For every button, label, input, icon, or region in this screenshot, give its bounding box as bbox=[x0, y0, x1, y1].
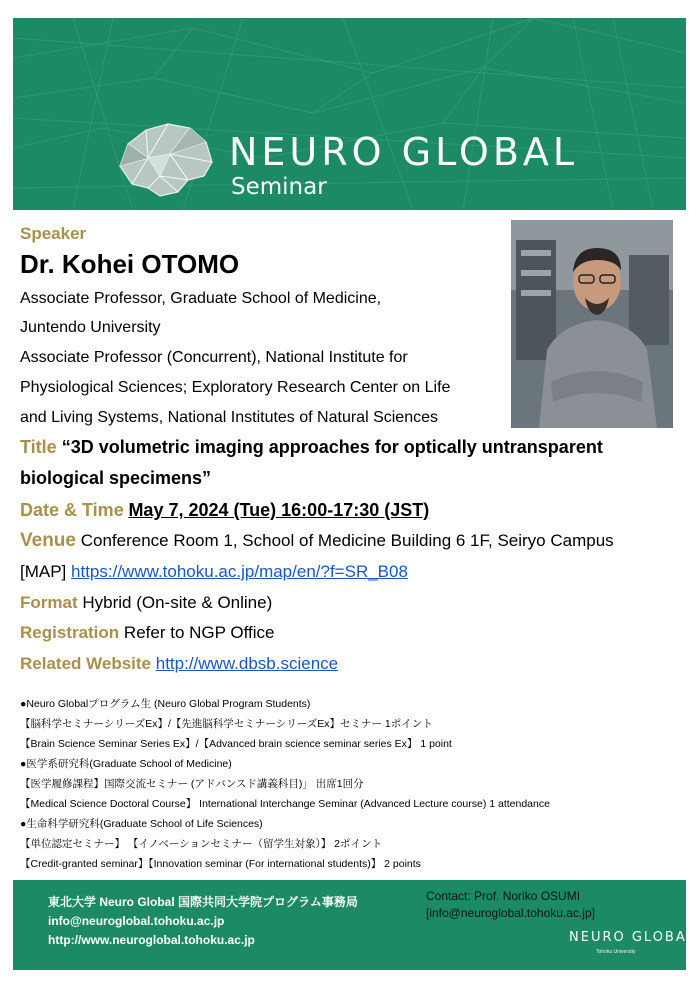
note-line: 【Medical Science Doctoral Course】 International Interchange Seminar (Advanced Lecture course) 1 attendance bbox=[20, 798, 550, 810]
speaker-name: Dr. Kohei OTOMO bbox=[20, 249, 240, 279]
note-line: ●医学系研究科(Graduate School of Medicine) bbox=[20, 758, 232, 770]
footer bbox=[13, 880, 696, 970]
footer-logo: NEURO GLOBAL bbox=[569, 930, 696, 945]
title-line-1 bbox=[20, 437, 603, 458]
affiliation-line-5: and Living Systems, National Institutes of Natural Sciences bbox=[20, 409, 438, 426]
note-line: 【Credit-granted seminar】【Innovation seminar (For international students)】 2 points bbox=[20, 858, 421, 870]
title-label: Title bbox=[20, 437, 57, 457]
venue-row bbox=[20, 530, 614, 552]
note-line: ●Neuro Globalプログラム生 (Neuro Global Program Students) bbox=[20, 698, 311, 710]
contact-name: Contact: Prof. Noriko OSUMI bbox=[426, 889, 581, 903]
footer-logo-subtitle: Tohoku University bbox=[596, 949, 636, 955]
website-row bbox=[20, 654, 338, 674]
affiliation-line-1: Associate Professor, Graduate School of Medicine, bbox=[20, 290, 382, 307]
office-url: http://www.neuroglobal.tohoku.ac.jp bbox=[48, 933, 255, 947]
affiliation-line-2: Juntendo University bbox=[20, 319, 161, 336]
credit-notes bbox=[20, 694, 550, 874]
website-link[interactable]: http://www.dbsb.science bbox=[155, 654, 339, 673]
format-label: Format bbox=[20, 593, 78, 612]
contact-email: [info@neuroglobal.tohoku.ac.jp] bbox=[426, 906, 595, 920]
speaker-photo bbox=[511, 220, 673, 428]
talk-title: “3D volumetric imaging approaches for optically untransparent bbox=[61, 437, 603, 457]
website-label: Related Website bbox=[20, 654, 152, 673]
registration-row bbox=[20, 623, 274, 643]
map-row bbox=[20, 562, 408, 582]
datetime-value: May 7, 2024 (Tue) 16:00-17:30 (JST) bbox=[128, 500, 430, 520]
office-email: info@neuroglobal.tohoku.ac.jp bbox=[48, 914, 225, 928]
brand-subtitle: Seminar bbox=[231, 174, 327, 200]
note-line: 【医学履修課程】国際交流セミナー (アドバンスド講義科目)」 出席1回分 bbox=[20, 778, 364, 790]
speaker-photo-illustration bbox=[511, 220, 673, 428]
venue-value: Conference Room 1, School of Medicine Building 6 1F, Seiryo Campus bbox=[80, 531, 614, 550]
note-line: 【単位認定セミナー】 【イノベーションセミナー（留学生対象）】 2ポイント bbox=[20, 838, 382, 850]
format-value: Hybrid (On-site & Online) bbox=[82, 593, 273, 612]
datetime-label: Date & Time bbox=[20, 500, 124, 520]
registration-value: Refer to NGP Office bbox=[123, 623, 275, 642]
map-label: [MAP] bbox=[20, 562, 67, 581]
note-line: 【脳科学セミナーシリーズEx】/【先進脳科学セミナーシリーズEx】セミナー 1ポイント bbox=[20, 718, 433, 730]
brand-title: NEURO GLOBAL bbox=[229, 130, 579, 174]
affiliation-line-4: Physiological Sciences; Exploratory Research Center on Life bbox=[20, 379, 451, 396]
affiliation-line-3: Associate Professor (Concurrent), National Institute for bbox=[20, 349, 408, 366]
venue-label: Venue bbox=[20, 530, 76, 551]
header-banner bbox=[13, 18, 686, 210]
note-line: 【Brain Science Seminar Series Ex】/【Advanced brain science seminar series Ex】 1 point bbox=[20, 738, 452, 750]
title-line-2: biological specimens” bbox=[20, 468, 212, 488]
contact-info bbox=[426, 888, 595, 922]
brain-logo-icon bbox=[108, 118, 218, 203]
note-line: ●生命科学研究科(Graduate School of Life Sciences) bbox=[20, 818, 263, 830]
datetime-row bbox=[20, 500, 429, 521]
map-link[interactable]: https://www.tohoku.ac.jp/map/en/?f=SR_B08 bbox=[71, 562, 408, 581]
registration-label: Registration bbox=[20, 623, 120, 642]
office-info bbox=[48, 893, 358, 950]
speaker-label: Speaker bbox=[20, 224, 87, 243]
office-name: 東北大学 Neuro Global 国際共同大学院プログラム事務局 bbox=[48, 895, 358, 909]
format-row bbox=[20, 593, 272, 613]
